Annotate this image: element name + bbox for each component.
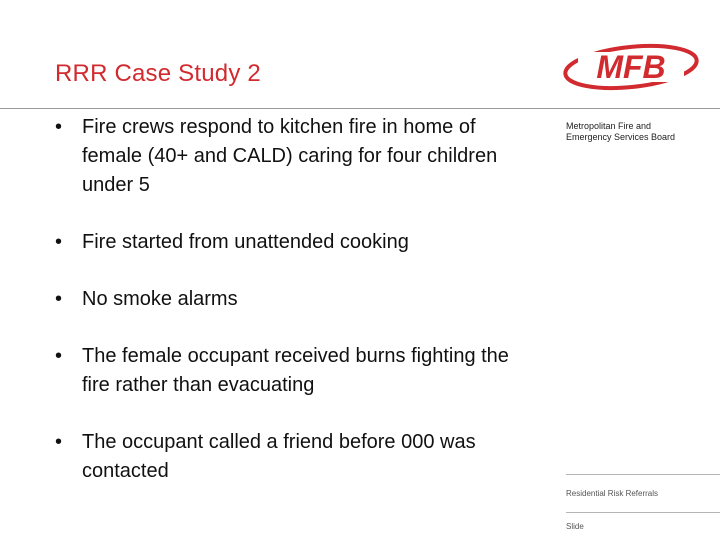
bullet-text: Fire crews respond to kitchen fire in home of female (40+ and CALD) caring for four children under 5 (82, 116, 498, 196)
slide-number-label: Slide (566, 522, 584, 531)
bullet-item (55, 228, 535, 257)
org-line-2: Emergency Services Board (566, 132, 676, 142)
bullet-list (55, 113, 535, 486)
org-line-1: Metropolitan Fire and (566, 121, 652, 131)
bullet-text: The female occupant received burns fighting the fire rather than evacuating (82, 345, 509, 396)
footer-divider-bottom (566, 512, 720, 513)
bullet-text: Fire started from unattended cooking (82, 231, 409, 253)
organisation-name (566, 121, 716, 143)
footer-divider (566, 474, 720, 475)
bullet-item (55, 113, 535, 200)
bullet-dot: • (55, 231, 63, 253)
mfb-logo (560, 40, 702, 92)
bullet-item (55, 428, 535, 486)
title-divider (0, 108, 720, 109)
slide-title: RRR Case Study 2 (55, 60, 261, 87)
bullet-text: The occupant called a friend before 000 was contacted (82, 431, 476, 482)
bullet-dot: • (55, 116, 63, 138)
footer-section-label: Residential Risk Referrals (566, 489, 659, 498)
bullet-text: No smoke alarms (82, 288, 238, 310)
bullet-item (55, 285, 535, 314)
logo-wordmark: MFB (596, 49, 666, 85)
bullet-dot: • (55, 345, 63, 367)
bullet-item (55, 342, 535, 400)
bullet-dot: • (55, 288, 63, 310)
bullet-dot: • (55, 431, 63, 453)
